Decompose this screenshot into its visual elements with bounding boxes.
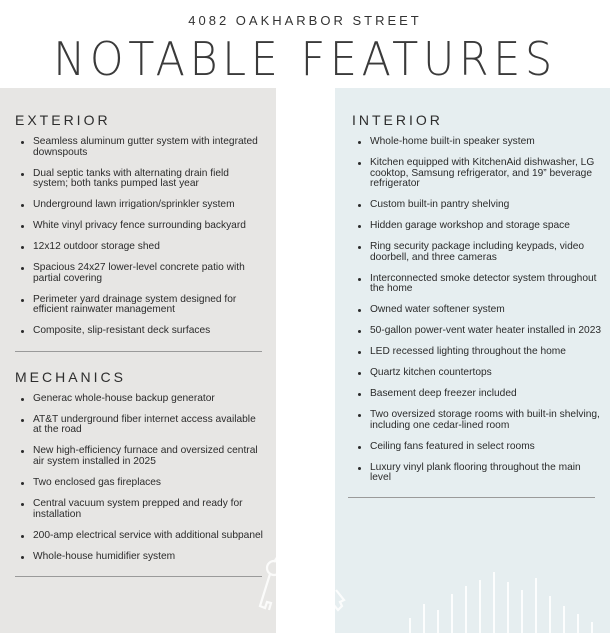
list-item: Interconnected smoke detector system throughout the home	[352, 274, 602, 295]
page-title: NOTABLE FEATURES	[53, 32, 557, 86]
right-column	[352, 112, 602, 515]
exterior-heading: EXTERIOR	[15, 112, 111, 128]
left-column	[15, 112, 265, 594]
list-item: Ring security package including keypads, video doorbell, and three cameras	[352, 242, 602, 263]
mechanics-heading: MECHANICS	[15, 368, 127, 385]
list-item: White vinyl privacy fence surrounding backyard	[15, 221, 265, 232]
list-item: Spacious 24x27 lower-level concrete patio with partial covering	[15, 263, 265, 284]
section-divider	[15, 576, 262, 577]
list-item: 200-amp electrical service with additional subpanel	[15, 531, 265, 542]
list-item: Two enclosed gas fireplaces	[15, 478, 265, 489]
list-item: AT&T underground fiber internet access available at the road	[15, 415, 265, 436]
interior-heading: INTERIOR	[352, 112, 443, 128]
list-item: New high-efficiency furnace and oversized central air system installed in 2025	[15, 446, 265, 467]
list-item: Dual septic tanks with alternating drain field system; both tanks pumped last year	[15, 169, 265, 190]
list-item: 12x12 outdoor storage shed	[15, 242, 265, 253]
section-divider	[15, 351, 262, 352]
list-item: Kitchen equipped with KitchenAid dishwasher, LG cooktop, Samsung refrigerator, and 19” beverage refrigerator	[352, 158, 602, 190]
sound-bars-icon	[400, 560, 610, 633]
list-item: Generac whole-house backup generator	[15, 394, 265, 405]
list-item: Quartz kitchen countertops	[352, 368, 602, 379]
list-item: 50-gallon power-vent water heater installed in 2023	[352, 326, 602, 337]
list-item: Seamless aluminum gutter system with integrated downspouts	[15, 137, 265, 158]
list-item: LED recessed lighting throughout the home	[352, 347, 602, 358]
list-item: Composite, slip-resistant deck surfaces	[15, 326, 265, 337]
list-item: Underground lawn irrigation/sprinkler system	[15, 200, 265, 211]
list-item: Ceiling fans featured in select rooms	[352, 442, 602, 453]
interior-list	[352, 137, 602, 484]
section-divider	[348, 497, 595, 498]
property-address: 4082 OAKHARBOR STREET	[188, 13, 422, 28]
house-keys-icon	[256, 522, 356, 617]
list-item: Whole-house humidifier system	[15, 552, 265, 563]
list-item: Basement deep freezer included	[352, 389, 602, 400]
exterior-list	[15, 137, 265, 337]
list-item: Hidden garage workshop and storage space	[352, 221, 602, 232]
list-item: Two oversized storage rooms with built-in shelving, including one cedar-lined room	[352, 410, 602, 431]
mechanics-list	[15, 394, 265, 562]
list-item: Custom built-in pantry shelving	[352, 200, 602, 211]
list-item: Central vacuum system prepped and ready for installation	[15, 499, 265, 520]
list-item: Perimeter yard drainage system designed for efficient rainwater management	[15, 295, 265, 316]
list-item: Owned water softener system	[352, 305, 602, 316]
list-item: Luxury vinyl plank flooring throughout the main level	[352, 463, 602, 484]
list-item: Whole-home built-in speaker system	[352, 137, 602, 148]
